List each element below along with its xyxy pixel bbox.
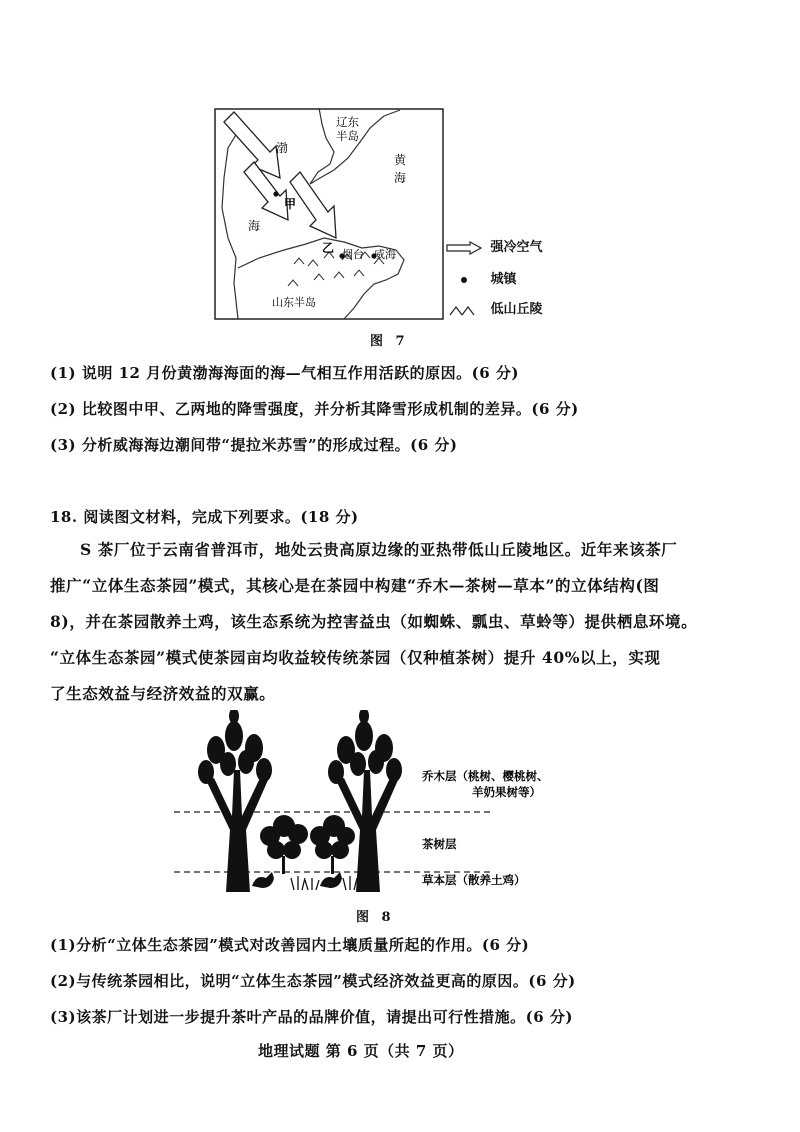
q18-item-3: (3)该茶厂计划进一步提升茶叶产品的品牌价值，请提出可行性措施。(6 分) xyxy=(50,1008,573,1026)
label-tree-layer: 乔木层（桃树、樱桃树、 xyxy=(422,769,549,783)
paragraph-line: “立体生态茶园”模式使茶园亩均收益较传统茶园（仅种植茶树）提升 40%以上，实现 xyxy=(50,648,661,667)
label-yantai: 烟台 xyxy=(342,248,364,261)
label-tea-layer: 茶树层 xyxy=(422,837,457,851)
label-liaodong-1: 辽东 xyxy=(336,115,359,129)
tree-left xyxy=(198,710,272,892)
paragraph-line: 8)，并在茶园散养土鸡，该生态系统为控害益虫（如蜘蛛、瓢虫、草蛉等）提供栖息环境。 xyxy=(50,612,698,631)
q18-item-2: (2)与传统茶园相比，说明“立体生态茶园”模式经济效益更高的原因。(6 分) xyxy=(50,972,576,990)
label-bo: 渤 xyxy=(276,141,289,155)
paragraph-line: S 茶厂位于云南省普洱市，地处云贵高原边缘的亚热带低山丘陵地区。近年来该茶厂 xyxy=(80,540,678,559)
q18-item-1: (1)分析“立体生态茶园”模式对改善园内土壤质量所起的作用。(6 分) xyxy=(50,936,530,954)
q18-paragraph xyxy=(50,532,760,712)
label-tree-layer-2: 羊奶果树等） xyxy=(472,785,541,799)
label-herb-layer: 草本层（散养土鸡） xyxy=(422,873,526,887)
legend-item-cold-air xyxy=(446,236,543,255)
label-huang: 黄 xyxy=(394,153,407,167)
q17-item-2: (2) 比较图中甲、乙两地的降雪强度，并分析其降雪形成机制的差异。(6 分) xyxy=(50,400,579,418)
paragraph-line: 了生态效益与经济效益的双赢。 xyxy=(50,684,276,703)
label-hai-right: 海 xyxy=(394,171,407,185)
label-weihai: 威海 xyxy=(374,248,396,261)
legend-label: 强冷空气 xyxy=(490,240,543,255)
town-jia xyxy=(273,191,278,196)
label-hai-left: 海 xyxy=(248,219,261,233)
figure-7-caption: 图 7 xyxy=(370,334,409,349)
paragraph-line: 推广“立体生态茶园”模式，其核心是在茶园中构建“乔木—茶树—草本”的立体结构(图 xyxy=(50,576,660,595)
figure-8-diagram xyxy=(170,710,590,900)
legend-item-hills xyxy=(446,298,543,317)
legend-label: 低山丘陵 xyxy=(490,302,543,317)
figure-8-caption: 图 8 xyxy=(356,910,395,925)
figure-7-map xyxy=(214,108,444,320)
label-jia: 甲 xyxy=(284,197,297,211)
label-liaodong-2: 半岛 xyxy=(336,129,359,143)
q17-item-3: (3) 分析威海海边潮间带“提拉米苏雪”的形成过程。(6 分) xyxy=(50,436,458,454)
q17-item-1: (1) 说明 12 月份黄渤海海面的海—气相互作用活跃的原因。(6 分) xyxy=(50,364,520,382)
hollow-arrow-icon xyxy=(446,241,482,255)
legend-item-town xyxy=(446,268,517,287)
page-footer: 地理试题 第 6 页（共 7 页） xyxy=(258,1042,464,1060)
chicken xyxy=(252,872,342,888)
dot-icon xyxy=(446,273,482,287)
hills-icon xyxy=(446,303,482,317)
tea-bush xyxy=(260,815,355,874)
label-yi: 乙 xyxy=(322,241,335,255)
label-shandong: 山东半岛 xyxy=(272,296,316,309)
tree-right xyxy=(328,710,402,892)
legend-label: 城镇 xyxy=(490,272,517,287)
q18-title: 18. 阅读图文材料，完成下列要求。(18 分) xyxy=(50,508,359,526)
